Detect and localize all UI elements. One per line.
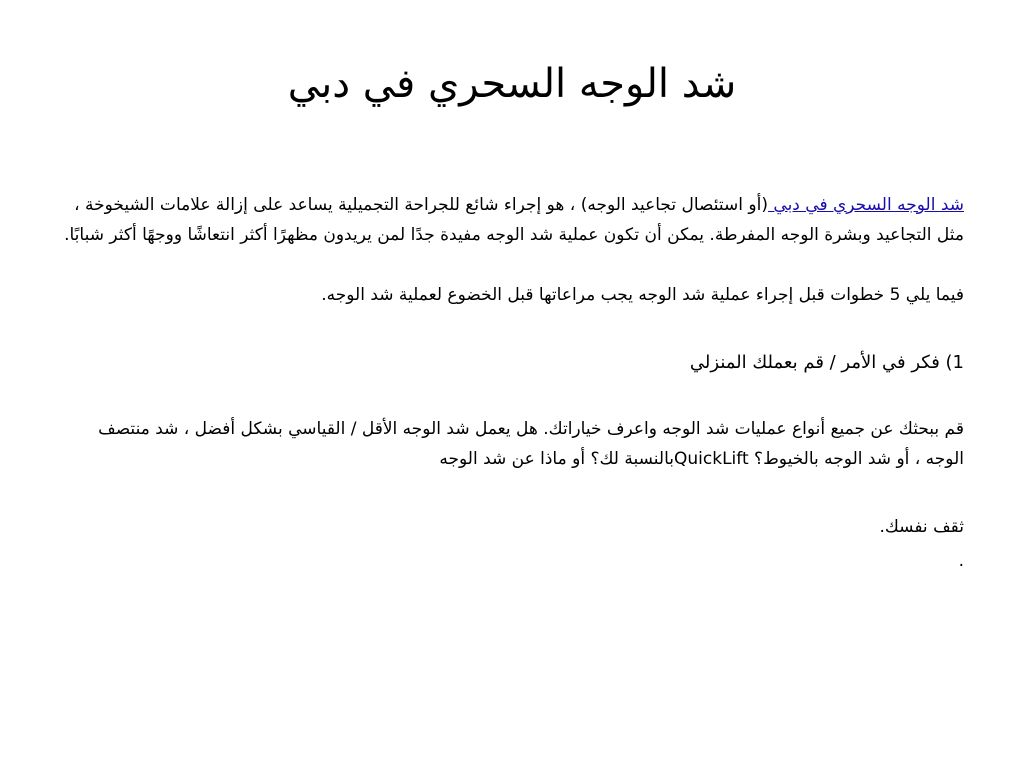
step-1-heading: 1) فكر في الأمر / قم بعملك المنزلي: [689, 352, 964, 373]
slide-title: شد الوجه السحري في دبي: [287, 61, 737, 107]
article-link[interactable]: شد الوجه السحري في دبي: [768, 195, 964, 215]
trailing-dot: .: [958, 551, 964, 571]
intro-text: (أو استئصال تجاعيد الوجه) ، هو إجراء شائع للجراحة التجميلية يساعد على إزالة علامات الشيخوخة ، مثل التجاعيد وبشرة الوجه المفرطة. يمكن أن تكون عملية شد الوجه مفيدة جدًا لمن يريدون مظهرًا أكثر انتعاشًا ووجهًا أكثر شبابًا.: [64, 195, 964, 245]
steps-intro-paragraph: فيما يلي 5 خطوات قبل إجراء عملية شد الوجه يجب مراعاتها قبل الخضوع لعملية شد الوجه.: [321, 285, 964, 305]
step-1-paragraph: قم ببحثك عن جميع أنواع عمليات شد الوجه واعرف خياراتك. هل يعمل شد الوجه الأقل / القياسي بشكل أفضل ، شد منتصف الوجه ، أو شد الوجه بالخيوط؟ QuickLiftبالنسبة لك؟ أو ماذا عن شد الوجه: [98, 419, 964, 469]
educate-yourself-paragraph: ثقف نفسك.: [879, 517, 964, 537]
intro-paragraph: [62, 190, 964, 250]
slide-body: [62, 190, 964, 576]
